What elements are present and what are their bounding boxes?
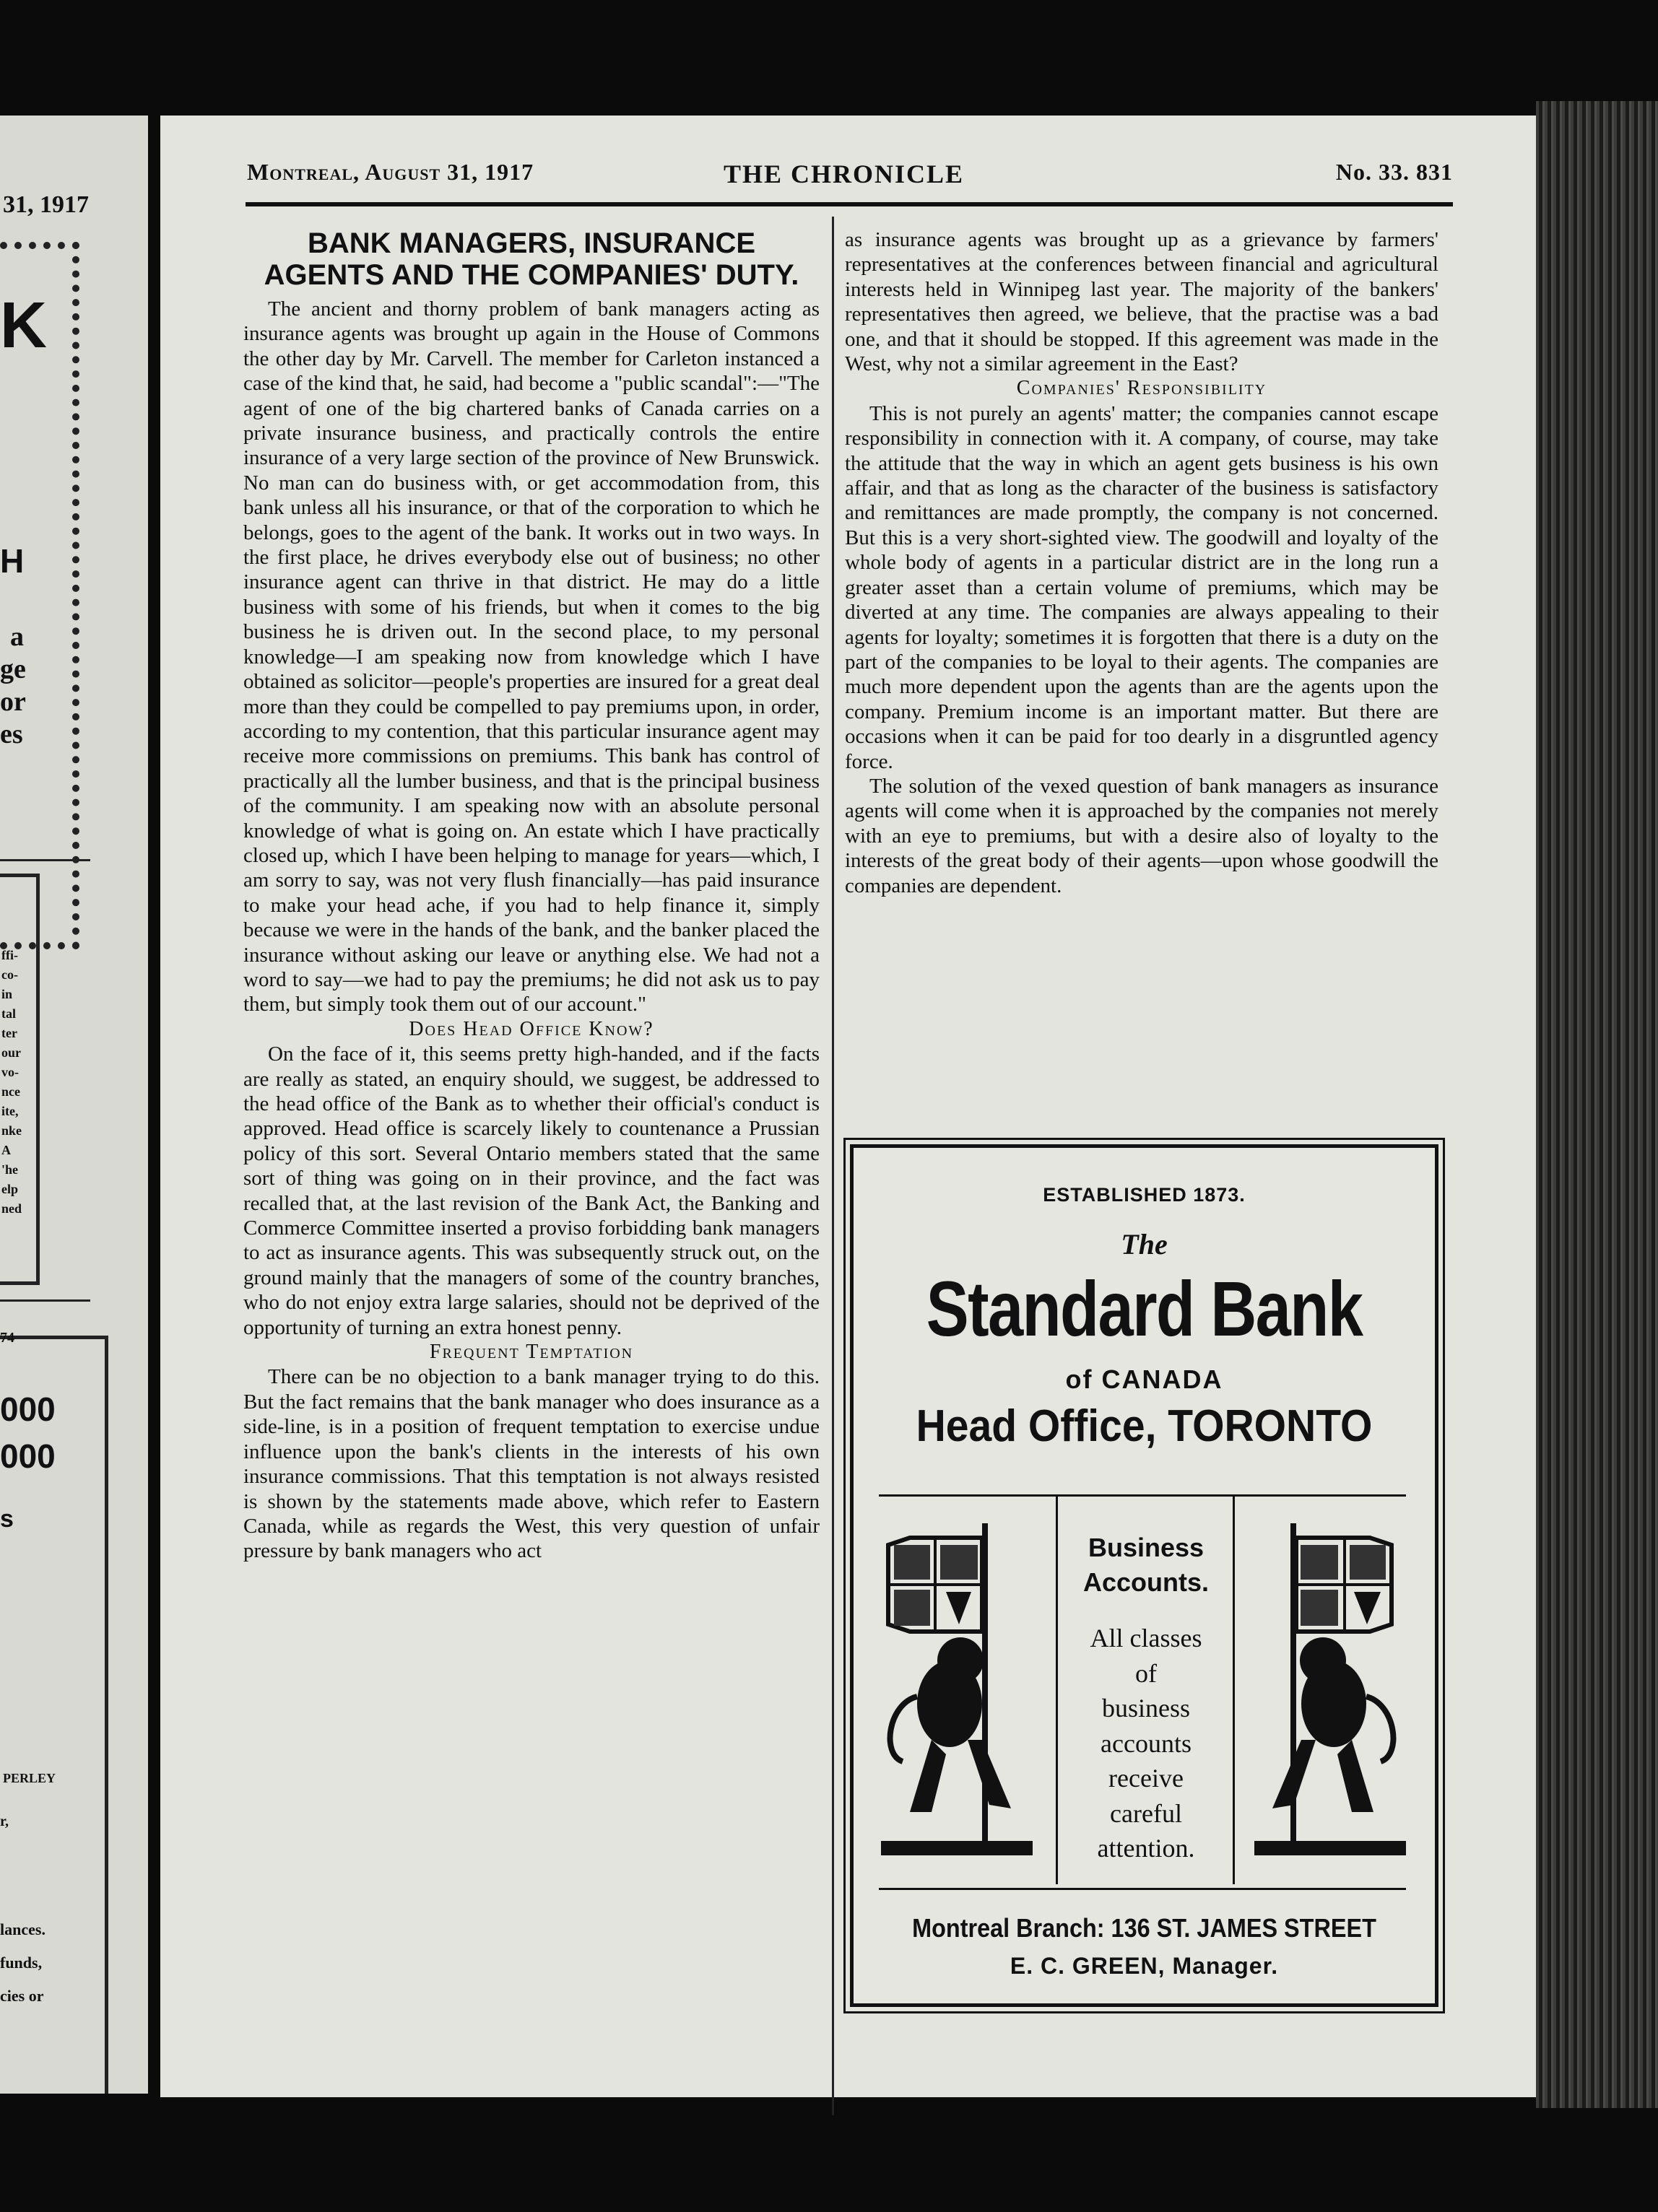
column-left <box>243 227 820 1564</box>
biz-title-line: Accounts. <box>1082 1567 1210 1597</box>
royal-arms-lion-icon <box>881 1523 1033 1863</box>
subheading-frequent-temptation: Frequent Temptation <box>429 1341 634 1364</box>
ad-the: The <box>1121 1228 1168 1260</box>
bottom-line: lances. <box>0 1920 45 1938</box>
side-word: co- <box>1 967 18 982</box>
side-word: 'he <box>1 1162 19 1177</box>
headline-line-2: AGENTS AND THE COMPANIES' DUTY. <box>264 259 799 291</box>
ad-rule-right <box>1233 1494 1235 1884</box>
header-date: Montreal, August 31, 1917 <box>247 159 534 185</box>
biz-line: of <box>1135 1658 1157 1688</box>
ad-montreal-branch: Montreal Branch: 136 ST. JAMES STREET <box>912 1913 1376 1943</box>
side-word: ter <box>1 1026 17 1040</box>
side-word: nce <box>1 1084 20 1099</box>
header-rule <box>246 202 1453 206</box>
ad-business-accounts-title <box>1063 1530 1229 1600</box>
left-page-letter-h: H <box>0 542 25 580</box>
left-page-74: 74 <box>0 1330 14 1346</box>
side-word: ite, <box>1 1104 19 1118</box>
royal-arms-lion-icon-right <box>1254 1523 1406 1863</box>
left-page-frag-4: es <box>0 719 23 749</box>
left-facing-page <box>0 116 148 2094</box>
ad-rule-top <box>879 1494 1406 1497</box>
biz-line: attention. <box>1097 1834 1195 1863</box>
left-page-num-1: 000 <box>0 1390 56 1428</box>
left-page-perley: PERLEY <box>3 1771 56 1785</box>
left-page-date: 31, 1917 <box>3 191 89 218</box>
running-header <box>247 159 1453 195</box>
main-page <box>160 116 1536 2097</box>
biz-line: receive <box>1108 1764 1184 1793</box>
side-word: our <box>1 1045 21 1060</box>
left-page-r: r, <box>0 1813 9 1829</box>
book-edge <box>1536 101 1658 2108</box>
biz-line: All classes <box>1090 1624 1202 1653</box>
left-page-side-words <box>1 946 23 1219</box>
left-page-s: s <box>0 1505 14 1533</box>
ad-rule-left <box>1056 1494 1058 1884</box>
side-word: in <box>1 987 13 1001</box>
ad-of-canada: of CANADA <box>1065 1364 1223 1394</box>
left-page-rule-2 <box>0 1299 90 1302</box>
left-page-frag-1: a <box>10 622 24 652</box>
left-page-num-2: 000 <box>0 1437 56 1475</box>
side-word: nke <box>1 1123 22 1138</box>
article-paragraph-1: The ancient and thorny problem of bank managers acting as insurance agents was brought up again in the House of Commons the other day by Mr. Carvell. The member for Carleton instanced a case of the kind that, he said, had become a "public scandal":—"The agent of one of the big chartered banks of Canada carries on a private insurance business, and practically controls the entire insurance of a very large section of the province of New Brunswick. No man can do business with, or get accommodation from, this bank unless all his insurance, or that of the corporation to which he belongs, goes to the agent of the bank. It works out in two ways. In the first place, he drives everybody else out of business; no other insurance agent can thrive in that district. He may do a little business with some of his friends, but when it comes to the big business he is driven out. In the second place, to my personal knowledge—I am speaking now from knowledge which I have obtained as solicitor—people's properties are insured for a great deal more than they could be compelled to pay premiums upon, in order, according to my contention, that this particular insurance agent may receive more commissions on premiums. This bank has control of practically all the lumber business, and that is the principal business of the community. I am speaking now with an absolute personal knowledge of what is going on. An estate which I have practically closed up, which I have been helping to manage for years—which, I am sorry to say, was not very flush financially—has paid insurance to make your head ache, if you had to help finance it, simply because we were in the hands of the bank, and the banker placed the insurance without asking our leave or anything else. We had not a word to say—we had to pay the premiums; he did not ask us to pay them, but simply took them out of our account." <box>243 297 820 1016</box>
side-word: elp <box>1 1182 19 1196</box>
ad-manager: E. C. GREEN, Manager. <box>1010 1953 1279 1979</box>
left-page-frag-3: or <box>0 687 26 717</box>
ad-head-office: Head Office, TORONTO <box>916 1401 1373 1451</box>
headline-line-1: BANK MANAGERS, INSURANCE <box>307 227 756 259</box>
side-word: A <box>1 1143 11 1157</box>
article-paragraph-6: The solution of the vexed question of bank managers as insurance agents will come when it is approached by the companies not merely with an eye to premiums, but with a desire also of loyalty to the interests of the great body of their agents—upon whose goodwill the companies are dependent. <box>845 774 1438 897</box>
biz-line: careful <box>1110 1798 1182 1828</box>
bottom-line: cies or <box>0 1987 44 2005</box>
header-title: THE CHRONICLE <box>724 160 965 188</box>
left-page-letter-k: K <box>0 289 47 362</box>
ad-rule-bottom <box>879 1888 1406 1890</box>
side-word: tal <box>1 1006 16 1021</box>
side-word: ffi- <box>1 948 18 962</box>
subheading-head-office: Does Head Office Know? <box>409 1017 654 1040</box>
article-paragraph-3: There can be no objection to a bank manager trying to do this. But the fact remains that the bank manager who does insurance as a side-line, is in a position of frequent temptation to exercise undue influence upon the bank's clients in the interests of his own insurance commissions. That this temptation is not always resisted is shown by the statements made above, which refer to Eastern Canada, while as regards the West, this very question of unfair pressure by bank managers who act <box>243 1365 820 1563</box>
column-divider <box>832 217 834 2115</box>
side-word: vo- <box>1 1065 19 1079</box>
standard-bank-advertisement <box>850 1144 1438 2007</box>
ad-business-accounts-text <box>1063 1621 1229 1866</box>
ad-bank-name: Standard Bank <box>926 1265 1363 1352</box>
left-page-rule <box>0 859 90 861</box>
left-page-bottom-text <box>0 1913 45 2013</box>
side-word: ned <box>1 1201 22 1216</box>
article-paragraph-5: This is not purely an agents' matter; the companies cannot escape responsibility in connection with it. A company, of course, may take the attitude that the way in which an agent gets business is his own affair, and that as long as the character of the business is satisfactory and remittances are made promptly, the company is not concerned. But this is a very short-sighted view. The goodwill and loyalty of the whole body of agents in a particular district are in the long run a greater asset than a certain volume of premiums, which may be diverted at any time. The companies are always appealing to their agents for loyalty; sometimes it is forgotten that there is a duty on the part of the companies to be loyal to their agents. The companies are much more dependent upon the agents than are the agents upon the company. Premium income is an important matter. But there are occasions when it can be paid for too dearly in a disgruntled agency force. <box>845 401 1438 773</box>
subheading-companies-responsibility: Companies' Responsibility <box>1016 377 1267 400</box>
ad-established: ESTABLISHED 1873. <box>1043 1184 1246 1206</box>
biz-line: accounts <box>1101 1728 1192 1758</box>
article-paragraph-4: as insurance agents was brought up as a grievance by farmers' representatives at the conferences between financial and agricultural interests held in Winnipeg last year. The majority of the bankers' representatives then agreed, we believe, that the practise was a bad one, and that it should be stopped. If this agreement was made in the West, why not a similar agreement in the East? <box>845 228 1438 376</box>
header-page-number: No. 33. 831 <box>1335 159 1453 185</box>
biz-line: business <box>1101 1694 1190 1723</box>
left-page-frag-2: ge <box>0 654 26 684</box>
biz-title-line: Business <box>1088 1533 1205 1562</box>
article-paragraph-2: On the face of it, this seems pretty high-handed, and if the facts are really as stated, an enquiry should, we suggest, be addressed to the head office of the Bank as to whether their official's conduct is approved. Head office is scarcely likely to countenance a Prussian policy of this sort. Several Ontario members stated that the same sort of thing was going on in their province, and the fact was recalled that, at the last revision of the Bank Act, the Banking and Commerce Committee inserted a proviso forbidding bank managers to act as insurance agents. This was subsequently struck out, on the ground mainly that the managers of some of the country branches, who do not enjoy extra large salaries, should not be deprived of the opportunity of turning an extra honest penny. <box>243 1042 820 1339</box>
article-headline <box>243 227 820 291</box>
bottom-line: funds, <box>0 1954 43 1972</box>
column-right <box>845 227 1438 898</box>
